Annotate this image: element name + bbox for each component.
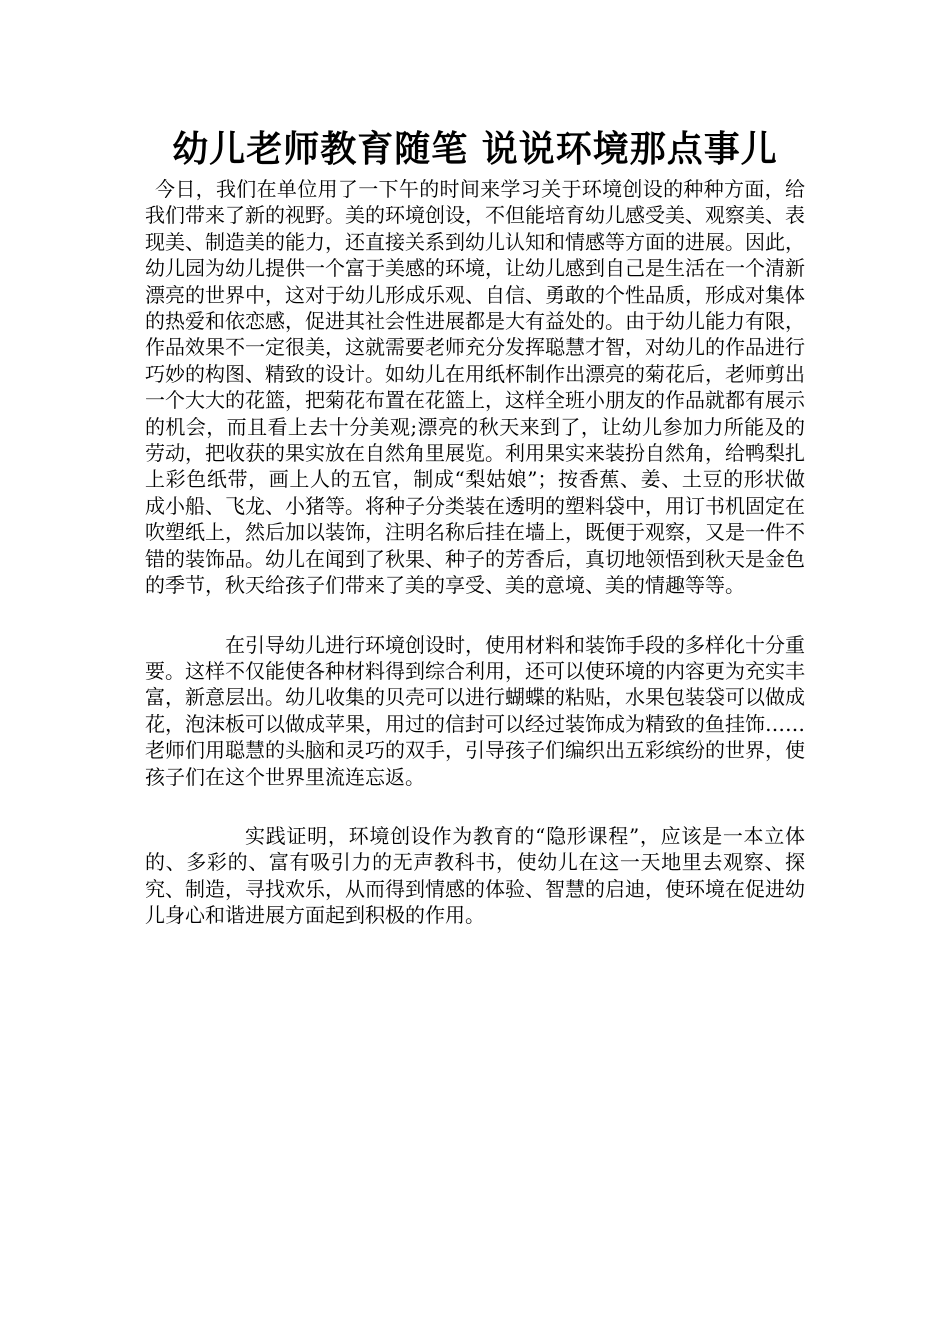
paragraph-3: 实践证明，环境创设作为教育的“隐形课程”，应该是一本立体的、多彩的、富有吸引力的无声教科书，使幼儿在这一天地里去观察、探究、制造，寻找欢乐，从而得到情感的体验、智慧的启迪，使环境在促进幼儿身心和谐进展方面起到积极的作用。 — [145, 823, 805, 928]
paragraph-1: 今日，我们在单位用了一下午的时间来学习关于环境创设的种种方面，给我们带来了新的视野。美的环境创设，不但能培育幼儿感受美、观察美、表现美、制造美的能力，还直接关系到幼儿认知和情感等方面的进展。因此，幼儿园为幼儿提供一个富于美感的环境，让幼儿感到自己是生活在一个清新漂亮的世界中，这对于幼儿形成乐观、自信、勇敢的个性品质，形成对集体的热爱和依恋感，促进其社会性进展都是大有益处的。由于幼儿能力有限，作品效果不一定很美，这就需要老师充分发挥聪慧才智，对幼儿的作品进行巧妙的构图、精致的设计。如幼儿在用纸杯制作出漂亮的菊花后，老师剪出一个大大的花篮，把菊花布置在花篮上，这样全班小朋友的作品就都有展示的机会，而且看上去十分美观;漂亮的秋天来到了，让幼儿参加力所能及的劳动，把收获的果实放在自然角里展览。利用果实来装扮自然角，给鸭梨扎上彩色纸带，画上人的五官，制成“梨姑娘”；按香蕉、姜、土豆的形状做成小船、飞龙、小猪等。将种子分类装在透明的塑料袋中，用订书机固定在吹塑纸上，然后加以装饰，注明名称后挂在墙上，既便于观察，又是一件不错的装饰品。幼儿在闻到了秋果、种子的芳香后，真切地领悟到秋天是金色的季节，秋天给孩子们带来了美的享受、美的意境、美的情趣等等。 — [145, 177, 805, 598]
paragraph-2: 在引导幼儿进行环境创设时，使用材料和装饰手段的多样化十分重要。这样不仅能使各种材料得到综合利用，还可以使环境的内容更为充实丰富，新意层出。幼儿收集的贝壳可以进行蝴蝶的粘贴，水果包装袋可以做成花，泡沫板可以做成苹果，用过的信封可以经过装饰成为精致的鱼挂饰……老师们用聪慧的头脑和灵巧的双手，引导孩子们编织出五彩缤纷的世界，使孩子们在这个世界里流连忘返。 — [145, 632, 805, 789]
document-title: 幼儿老师教育随笔 说说环境那点事儿 — [172, 129, 778, 170]
document-body — [145, 176, 805, 929]
